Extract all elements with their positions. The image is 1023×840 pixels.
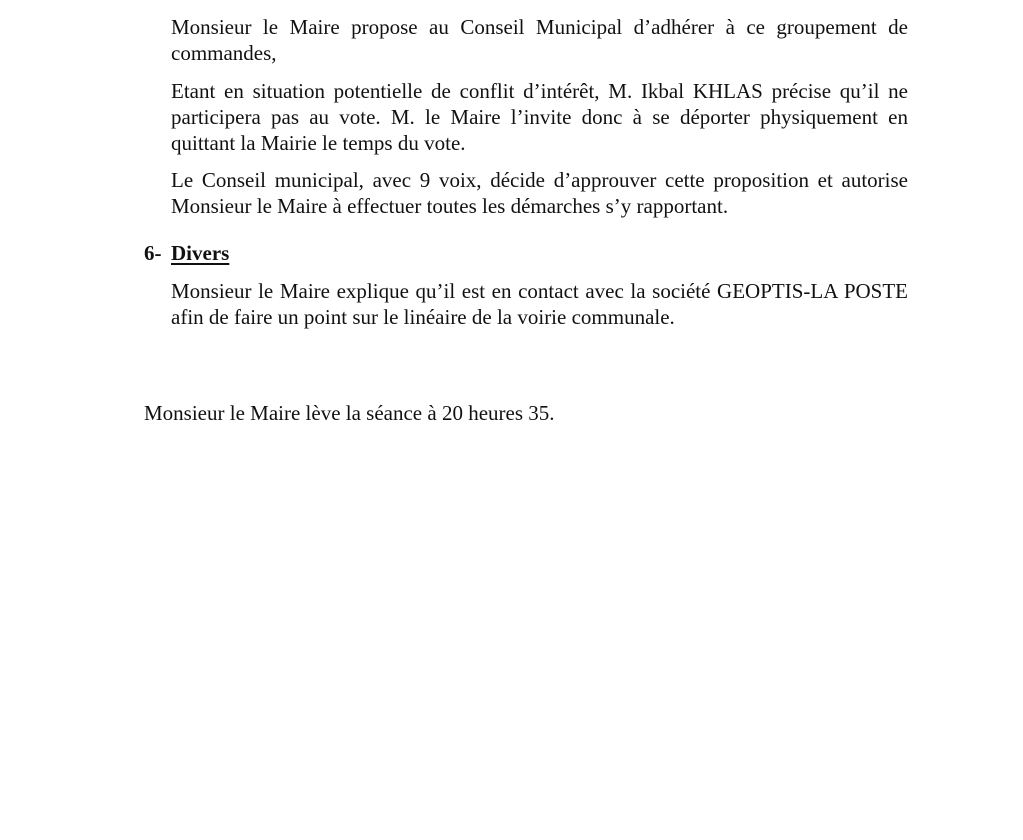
section-heading <box>144 240 229 266</box>
closing-statement: Monsieur le Maire lève la séance à 20 heures 35. <box>144 401 555 425</box>
paragraph-groupement: Monsieur le Maire propose au Conseil Municipal d’adhérer à ce groupement de commandes, <box>171 15 908 65</box>
paragraph-conflit-interet: Etant en situation potentielle de conflit d’intérêt, M. Ikbal KHLAS précise qu’il ne participera pas au vote. M. le Maire l’invite donc à se déporter physiquement en quittant la Mairie le temps du vote. <box>171 79 908 155</box>
section-title: Divers <box>171 241 230 265</box>
section-number: 6- <box>144 241 162 265</box>
paragraph-divers: Monsieur le Maire explique qu’il est en contact avec la société GEOPTIS-LA POSTE afin de faire un point sur le linéaire de la voirie communale. <box>171 279 908 329</box>
paragraph-decision-conseil: Le Conseil municipal, avec 9 voix, décide d’approuver cette proposition et autorise Monsieur le Maire à effectuer toutes les démarches s’y rapportant. <box>171 168 908 218</box>
